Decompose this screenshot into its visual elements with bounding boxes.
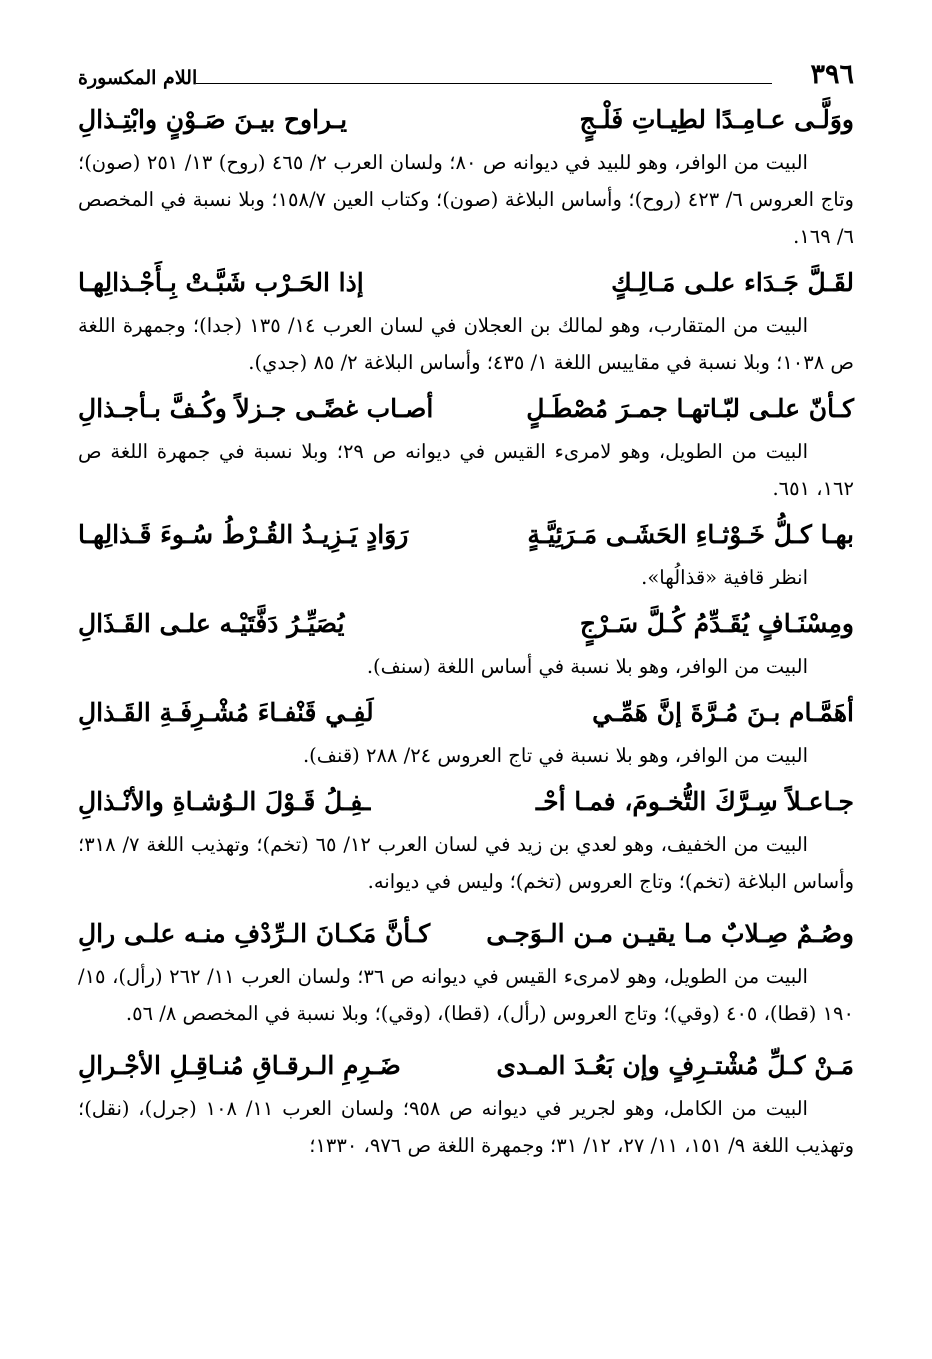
verse-entry xyxy=(78,778,854,900)
verse-entry xyxy=(78,385,854,507)
verse-entry xyxy=(78,259,854,381)
verse-line xyxy=(78,96,854,144)
verse-note: البيت من الوافر، وهو بلا نسبة في أساس اللغة (سنف). xyxy=(366,655,808,678)
second-hemistich: يُصَيِّـرُ دَفَّتَيْـه علـى القَـذَالِ xyxy=(78,609,345,638)
verse-note: البيت من المتقارب، وهو لمالك بن العجلان في لسان العرب ١٤/ ١٣٥ (جدا)؛ وجمهرة اللغة ص ١٠٣٨؛ وبلا نسبة في مقاييس اللغة ١/ ٤٣٥؛ وأساس البلاغة ٢/ ٨٥ (جدي). xyxy=(78,314,854,374)
first-hemistich: ووَلَّـى عـامِـدًا لطِيـاتِ فَلْـجٍ xyxy=(579,105,854,134)
second-hemistich: أصـاب غضًـى جـزلاً وكُـفَّ بـأجـذالِ xyxy=(78,394,434,423)
verse-line xyxy=(78,600,854,648)
page-number: ٣٩٦ xyxy=(810,59,854,90)
first-hemistich: بهـا كـلُّ خَـوْثـاءِ الحَشَـى مَـرَئِيَّـةٍ xyxy=(527,520,854,549)
second-hemistich: لَفِـي قَنْفـاءَ مُشْـرِفَـةِ القَـذالِ xyxy=(78,698,374,727)
verse-note: البيت من الطويل، وهو لامرىء القيس في ديوانه ص ٣٦؛ ولسان العرب ١١/ ٢٦٢ (رأل)، ١٥/ ١٩٠ (قطا)، ٤٠٥ (وقي)؛ وتاج العروس (رأل)، (قطا)، (وقي)؛ وبلا نسبة في المخصص ٨/ ٥٦. xyxy=(78,965,854,1025)
first-hemistich: لقَـلَّ جَـدَاء علـى مَـالِـكٍ xyxy=(611,268,854,297)
verse-note: البيت من الكامل، وهو لجرير في ديوانه ص ٩٥٨؛ ولسان العرب ١١/ ١٠٨ (جرل)، (نقل)؛ وتهذيب اللغة ٩/ ١٥١، ١١/ ٢٧، ١٢/ ٣١؛ وجمهرة اللغة ص ٩٧٦، ١٣٣٠؛ xyxy=(78,1097,854,1157)
second-hemistich: يـراوح بيـنَ صَـوْنٍ وابْتِـذالِ xyxy=(78,105,348,134)
verse-line xyxy=(78,910,854,958)
first-hemistich: وصُـمٌ صِـلابٌ مـا يقيـن مـن الـوَجـى xyxy=(486,919,854,948)
second-hemistich: كـأنَّ مَكـانَ الـرِّدْفِ منـه علـى رالِ xyxy=(78,919,431,948)
verse-note: البيت من الخفيف، وهو لعدي بن زيد في لسان العرب ١٢/ ٦٥ (تخم)؛ وتهذيب اللغة ٧/ ٣١٨؛ وأساس البلاغة (تخم)؛ وتاج العروس (تخم)؛ وليس في ديوانه. xyxy=(78,833,854,893)
verse-line xyxy=(78,511,854,559)
first-hemistich: ومِسْنَـافٍ يُقَـدِّمُ كُـلَّ سَـرْجٍ xyxy=(579,609,854,638)
verse-line xyxy=(78,778,854,826)
verse-entry xyxy=(78,600,854,685)
first-hemistich: أهَمَّـام بـنَ مُـرَّةَ إنَّ هَمِّـي xyxy=(592,698,854,727)
page-body xyxy=(78,96,854,1164)
verse-note: انظر قافية «قذالُها». xyxy=(641,566,808,589)
running-head xyxy=(78,56,854,88)
verse-entry xyxy=(78,910,854,1032)
first-hemistich: مَـنْ كـلِّ مُشْتـرِفٍ وإن بَعُـدَ المـدى xyxy=(496,1051,854,1080)
verse-line xyxy=(78,259,854,307)
verse-note: البيت من الوافر، وهو للبيد في ديوانه ص ٨٠؛ ولسان العرب ٢/ ٤٦٥ (روح) ١٣/ ٢٥١ (صون)؛ وتاج العروس ٦/ ٤٢٣ (روح)؛ وأساس البلاغة (صون)؛ وكتاب العين ١٥٨/٧؛ وبلا نسبة في المخصص ٦/ ١٦٩. xyxy=(78,151,854,248)
second-hemistich: ضَـرِمِ الـرقـاقِ مُنـاقِـلِ الأجْـرالِ xyxy=(78,1051,401,1080)
second-hemistich: رَوَادٍ يَـزِيـدُ القُـرْطُ سُـوءَ قَـذالِهـا xyxy=(78,520,409,549)
verse-note: البيت من الطويل، وهو لامرىء القيس في ديوانه ص ٢٩؛ وبلا نسبة في جمهرة اللغة ص ١٦٢، ٦٥١. xyxy=(78,440,854,500)
verse-entry xyxy=(78,511,854,596)
first-hemistich: كـأنّ علـى لبّـاتهـا جمـرَ مُصْطَـلٍ xyxy=(526,394,854,423)
verse-entry xyxy=(78,689,854,774)
second-hemistich: إذا الحَـرْب شَبَّـتْ بِـأَجْـذالِهـا xyxy=(78,268,364,297)
verse-line xyxy=(78,689,854,737)
verse-line xyxy=(78,1042,854,1090)
verse-entry xyxy=(78,96,854,255)
header-rule xyxy=(196,83,772,84)
verse-line xyxy=(78,385,854,433)
first-hemistich: جـاعـلاً سِـرَّكَ التُّخـومَ، فمـا أحْـ xyxy=(535,787,854,816)
running-title: اللام المكسورة xyxy=(78,67,198,89)
verse-entry xyxy=(78,1042,854,1164)
second-hemistich: ـفِـلُ قَـوْلَ الـوُشـاةِ والأنْـذالِ xyxy=(78,787,371,816)
verse-note: البيت من الوافر، وهو بلا نسبة في تاج العروس ٢٤/ ٢٨٨ (قنف). xyxy=(302,744,808,767)
